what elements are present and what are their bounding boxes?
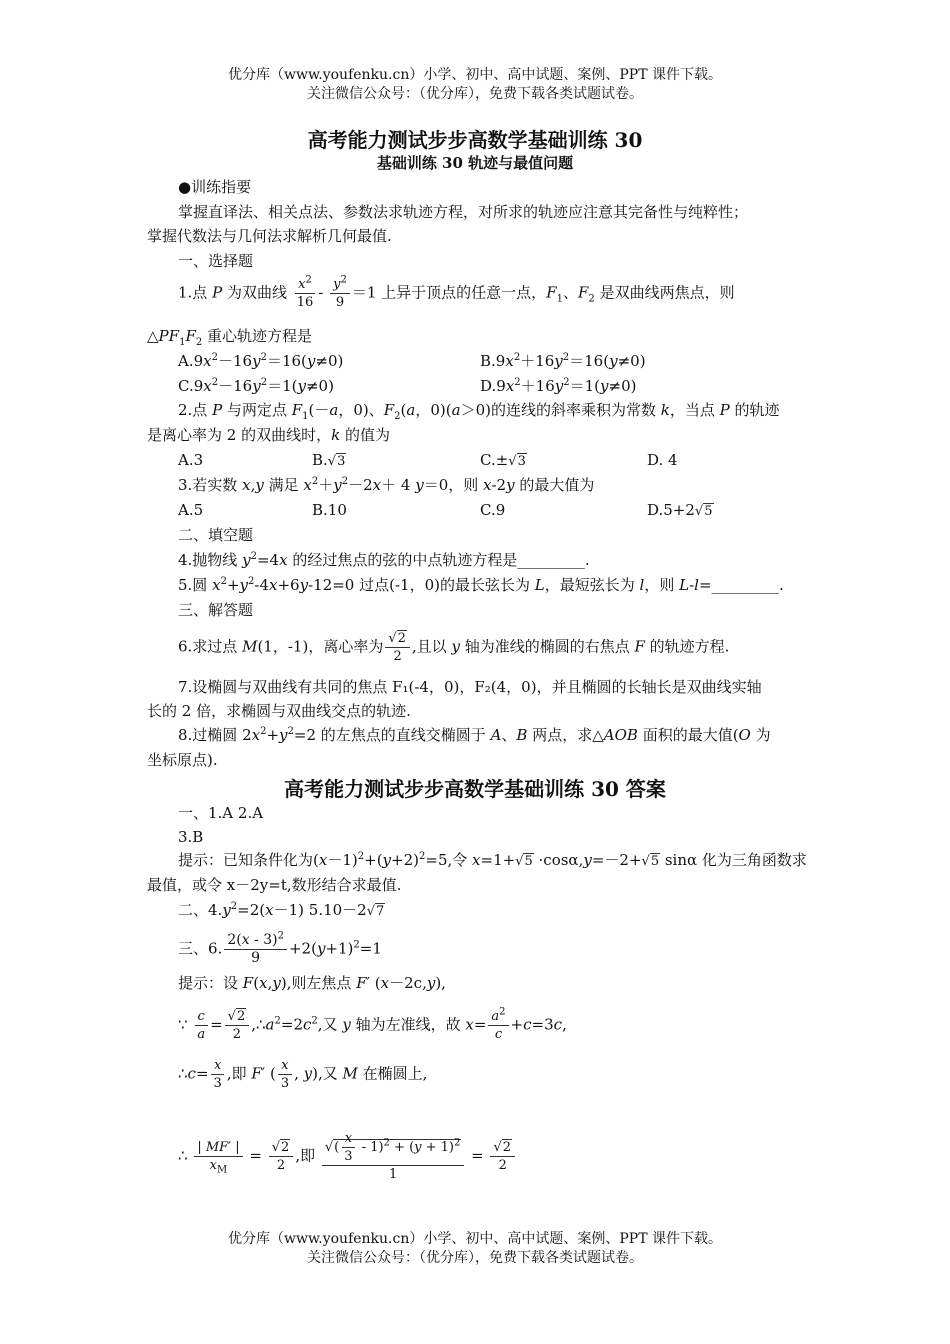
- q2-option-b: B.√3: [312, 451, 346, 469]
- question-8: 8.过椭圆 $2x^2+y^2=2$ 的左焦点的直线交椭圆于 A、B 两点，求△AOB 面积的最大值(O 为: [178, 726, 771, 744]
- q1-option-d: $D.9x^2+16y^2=1(y\ne 0)$: [480, 377, 637, 395]
- page-subtitle: 基础训练 30 轨迹与最值问题: [376, 154, 574, 172]
- answer-1: 一、1.A 2.A: [178, 804, 264, 822]
- q2-option-d: D. 4: [647, 451, 678, 469]
- hint-6-step-2: ∴c= $\frac{x}{3}$ ,即 F′ ( $\frac{x}{3}$ , y),又 M 在椭圆上,: [178, 1058, 428, 1091]
- q1-option-b: $B.9x^2+16y^2=16(y\ne 0)$: [480, 352, 646, 370]
- q2-option-a: A.3: [178, 451, 204, 469]
- question-4: 4.抛物线 $y^2=4x$ 的经过焦点的弦的中点轨迹方程是_________.: [178, 551, 590, 569]
- question-7-line-2: 长的 2 倍，求椭圆与双曲线交点的轨迹.: [147, 702, 411, 720]
- question-2: 2.点 P 与两定点 $F_1(-a$，0)、$F_2(a$，0)(a＞0)的连线的斜率乘积为常数 k，当点 P 的轨迹: [178, 401, 780, 422]
- hint-6-label: 提示：设: [178, 974, 239, 992]
- question-1-end: 重心轨迹方程是: [207, 327, 313, 345]
- guide-line-1: 掌握直译法、相关点法、参数法求轨迹方程，对所求的轨迹应注意其完备性与纯粹性；: [178, 203, 749, 221]
- page-title: 高考能力测试步步高数学基础训练 30: [307, 128, 643, 152]
- answer-6-prefix: 三、6.: [178, 939, 223, 958]
- hint-6: 提示：设 F(x,y),则左焦点 F′ (x－2c,y),: [178, 974, 446, 992]
- hint-6-step-3: ∴ $\frac{| MF' |}{x_M}$ = $\frac{√2}{2}$ ,即 √( $\frac{x}{3}$ - $1)^2 + (y + 1)^2$ 1 = $\frac{√2}{2}$: [178, 1130, 517, 1183]
- q1-option-c: $C.9x^2-16y^2=1(y\ne 0)$: [178, 377, 334, 395]
- section-fill: 二、填空题: [178, 526, 254, 544]
- question-8-line-2: 坐标原点).: [147, 751, 218, 769]
- hint-label: 提示：: [178, 851, 224, 869]
- q3-option-d: D.5+2√5: [647, 501, 713, 519]
- guide-line-2: 掌握代数法与几何法求解析几何最值.: [147, 227, 392, 245]
- footer-line-2: 关注微信公众号：（优分库），免费下载各类试题试卷。: [307, 1250, 643, 1266]
- answer-6: 三、6. $\frac{2(x - 3)^2}{9}$ $+2(y+1)^2=1$: [178, 930, 382, 966]
- guide-heading: ●训练指要: [178, 178, 252, 196]
- question-5: 5.圆 $x^2+y^2-4x+6y-12=0$ 过点(-1，0)的最长弦长为 L，最短弦长为 l，则 L-l=_________.: [178, 576, 784, 594]
- answer-title: 高考能力测试步步高数学基础训练 30 答案: [284, 777, 666, 801]
- question-7-line-1: 7.设椭圆与双曲线有共同的焦点 F₁(-4，0)，F₂(4，0)，并且椭圆的长轴长是双曲线实轴: [178, 678, 762, 696]
- answer-4-5: 二、$4.y^2=2(x-1)$ 5.10－2√7: [178, 901, 385, 919]
- question-1-line-2: $\triangle PF_1F_2$ 重心轨迹方程是: [147, 327, 313, 348]
- section-answer: 三、解答题: [178, 601, 254, 619]
- answer-3: 3.B: [178, 828, 204, 846]
- q3-option-a: A.5: [178, 501, 204, 519]
- q3-option-b: B.10: [312, 501, 347, 519]
- section-choice: 一、选择题: [178, 252, 254, 270]
- hint-3: 提示：已知条件化为$(x-1)^2+(y+2)^2=5$,令 x=1+√5 ·cosα,y=－2+√5 sinα 化为三角函数求: [178, 851, 807, 869]
- question-2-line-2: 是离心率为 2 的双曲线时，k 的值为: [147, 426, 390, 444]
- hint-6-step-1: ∵ $\frac{c}{a}$ = $\frac{√2}{2}$ $,\therefore a^2=2c^2$,又 y 轴为左准线，故 x= $\frac{a^2}{c}$ +c=3c,: [178, 1006, 567, 1042]
- header-line-1: 优分库（www.youfenku.cn）小学、初中、高中试题、案例、PPT 课件下载。: [227, 67, 722, 83]
- q2-option-c: C.±√3: [480, 451, 526, 469]
- question-2-text: 是离心率为 2 的双曲线时，: [147, 426, 332, 444]
- hint-3-line-2: 最值，或令 x－2y=t,数形结合求最值.: [147, 876, 402, 894]
- question-3: 3.若实数 x,y 满足 $x^2+y^2-2x+ 4$ y＝0，则 x-2y 的最大值为: [178, 476, 595, 494]
- footer-line-1: 优分库（www.youfenku.cn）小学、初中、高中试题、案例、PPT 课件下载。: [227, 1231, 722, 1247]
- question-6: 6.求过点 M(1，-1)，离心率为 $\frac{√2}{2}$ ,且以 y 轴为准线的椭圆的右焦点 F 的轨迹方程.: [178, 631, 730, 664]
- q1-option-a: $A.9x^2-16y^2=16(y\ne 0)$: [178, 352, 344, 370]
- q3-option-c: C.9: [480, 501, 506, 519]
- header-line-2: 关注微信公众号：（优分库），免费下载各类试题试卷。: [307, 86, 643, 102]
- question-1: 1.点 P 为双曲线 $\frac{x^2}{16}$ - $\frac{y^2}{9}$ ＝1 上异于顶点的任意一点，$F_1$、$F_2$ 是双曲线两焦点，则: [178, 274, 735, 310]
